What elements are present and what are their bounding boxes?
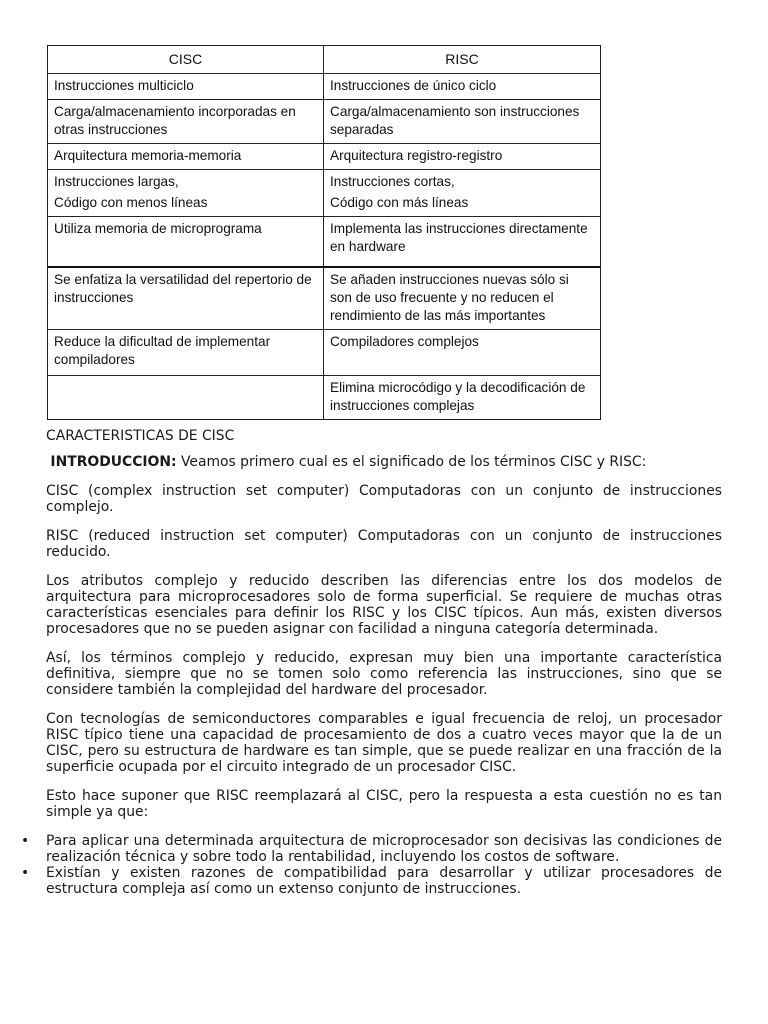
- paragraph: Esto hace suponer que RISC reemplazará al CISC, pero la respuesta a esta cuestión no es tan simple ya que:: [46, 788, 722, 820]
- cell-text: Instrucciones de único ciclo: [330, 78, 497, 93]
- cell-text: Arquitectura memoria-memoria: [54, 148, 242, 163]
- risc-cell: [324, 376, 601, 420]
- intro-text: Veamos primero cual es el significado de los términos CISC y RISC:: [176, 454, 647, 470]
- table-row: [48, 100, 601, 144]
- risc-cell: [324, 74, 601, 100]
- table-row: [48, 74, 601, 100]
- cell-text: Se añaden instrucciones nuevas sólo si son de uso frecuente y no reducen el rendimiento de las más importantes: [330, 272, 569, 323]
- list-item: [21, 865, 722, 897]
- risc-cell: [324, 267, 601, 330]
- table-row: [48, 170, 601, 217]
- table-row: [48, 217, 601, 268]
- cell-text: Reduce la dificultad de implementar compiladores: [54, 334, 271, 367]
- section-heading: CARACTERISTICAS DE CISC: [46, 428, 235, 444]
- header-cisc: CISC: [48, 46, 324, 74]
- cell-text: Arquitectura registro-registro: [330, 148, 503, 163]
- cisc-cell: [48, 376, 324, 420]
- list-item: [21, 833, 722, 865]
- cisc-cell: [48, 267, 324, 330]
- paragraph: Así, los términos complejo y reducido, expresan muy bien una importante característica definitiva, siempre que no se tomen solo como referencia las instrucciones, sino que se considere también la complejidad del hardware del procesador.: [46, 650, 722, 698]
- list-item-text: Existían y existen razones de compatibilidad para desarrollar y utilizar procesadores de estructura compleja así como un extenso conjunto de instrucciones.: [46, 865, 722, 897]
- cell-text: Instrucciones cortas,: [330, 174, 455, 189]
- bullet-icon: •: [21, 833, 30, 849]
- risc-cell: [324, 330, 601, 376]
- risc-cell: [324, 217, 601, 268]
- paragraph: Los atributos complejo y reducido describen las diferencias entre los dos modelos de arquitectura para microprocesadores solo de forma superficial. Se requiere de muchas otras características esenciales para definir los RISC y los CISC típicos. Aun más, existen diversos procesadores que no se pueden asignar con facilidad a ninguna categoría determinada.: [46, 573, 722, 637]
- paragraph: Con tecnologías de semiconductores comparables e igual frecuencia de reloj, un procesador RISC típico tiene una capacidad de procesamiento de dos a cuatro veces mayor que la de un CISC, pero su estructura de hardware es tan simple, que se puede realizar en una fracción de la superficie ocupada por el circuito integrado de un procesador CISC.: [46, 711, 722, 775]
- paragraph: RISC (reduced instruction set computer) Computadoras con un conjunto de instrucciones reducido.: [46, 528, 722, 560]
- cell-text: Carga/almacenamiento son instrucciones separadas: [330, 104, 580, 137]
- cisc-cell: [48, 144, 324, 170]
- cell-text: Elimina microcódigo y la decodificación de instrucciones complejas: [330, 380, 586, 413]
- comparison-table-image: [47, 45, 601, 420]
- table-row: [48, 267, 601, 330]
- cell-text: Compiladores complejos: [330, 334, 479, 349]
- cell-text: Instrucciones largas,: [54, 174, 179, 189]
- table-row: [48, 144, 601, 170]
- list-item-text: Para aplicar una determinada arquitectura de microprocesador son decisivas las condiciones de realización técnica y sobre todo la rentabilidad, incluyendo los costos de software.: [46, 833, 722, 865]
- risc-cell: [324, 144, 601, 170]
- table-header-row: [48, 46, 601, 74]
- cell-text: Se enfatiza la versatilidad del repertorio de instrucciones: [54, 272, 312, 305]
- paragraph: CISC (complex instruction set computer) Computadoras con un conjunto de instrucciones complejo.: [46, 483, 722, 515]
- cell-text: Código con menos líneas: [54, 195, 208, 210]
- intro-paragraph: [46, 454, 722, 470]
- cisc-cell: [48, 217, 324, 268]
- cell-text: Implementa las instrucciones directamente en hardware: [330, 221, 588, 254]
- risc-cell: [324, 100, 601, 144]
- cisc-cell: [48, 330, 324, 376]
- cisc-cell: [48, 100, 324, 144]
- document-body: [21, 428, 722, 897]
- bullet-icon: •: [21, 865, 30, 881]
- cell-text: Carga/almacenamiento incorporadas en otras instrucciones: [54, 104, 296, 137]
- cell-text: Instrucciones multiciclo: [54, 78, 194, 93]
- bullet-list: [21, 833, 722, 897]
- table-row: [48, 376, 601, 420]
- cisc-risc-table: [47, 45, 601, 420]
- cisc-cell: [48, 170, 324, 217]
- cell-text: Utiliza memoria de microprograma: [54, 221, 262, 236]
- table-row: [48, 330, 601, 376]
- intro-label: INTRODUCCION:: [50, 454, 177, 470]
- cisc-cell: [48, 74, 324, 100]
- risc-cell: [324, 170, 601, 217]
- cell-text: Código con más líneas: [330, 195, 469, 210]
- header-risc: RISC: [324, 46, 601, 74]
